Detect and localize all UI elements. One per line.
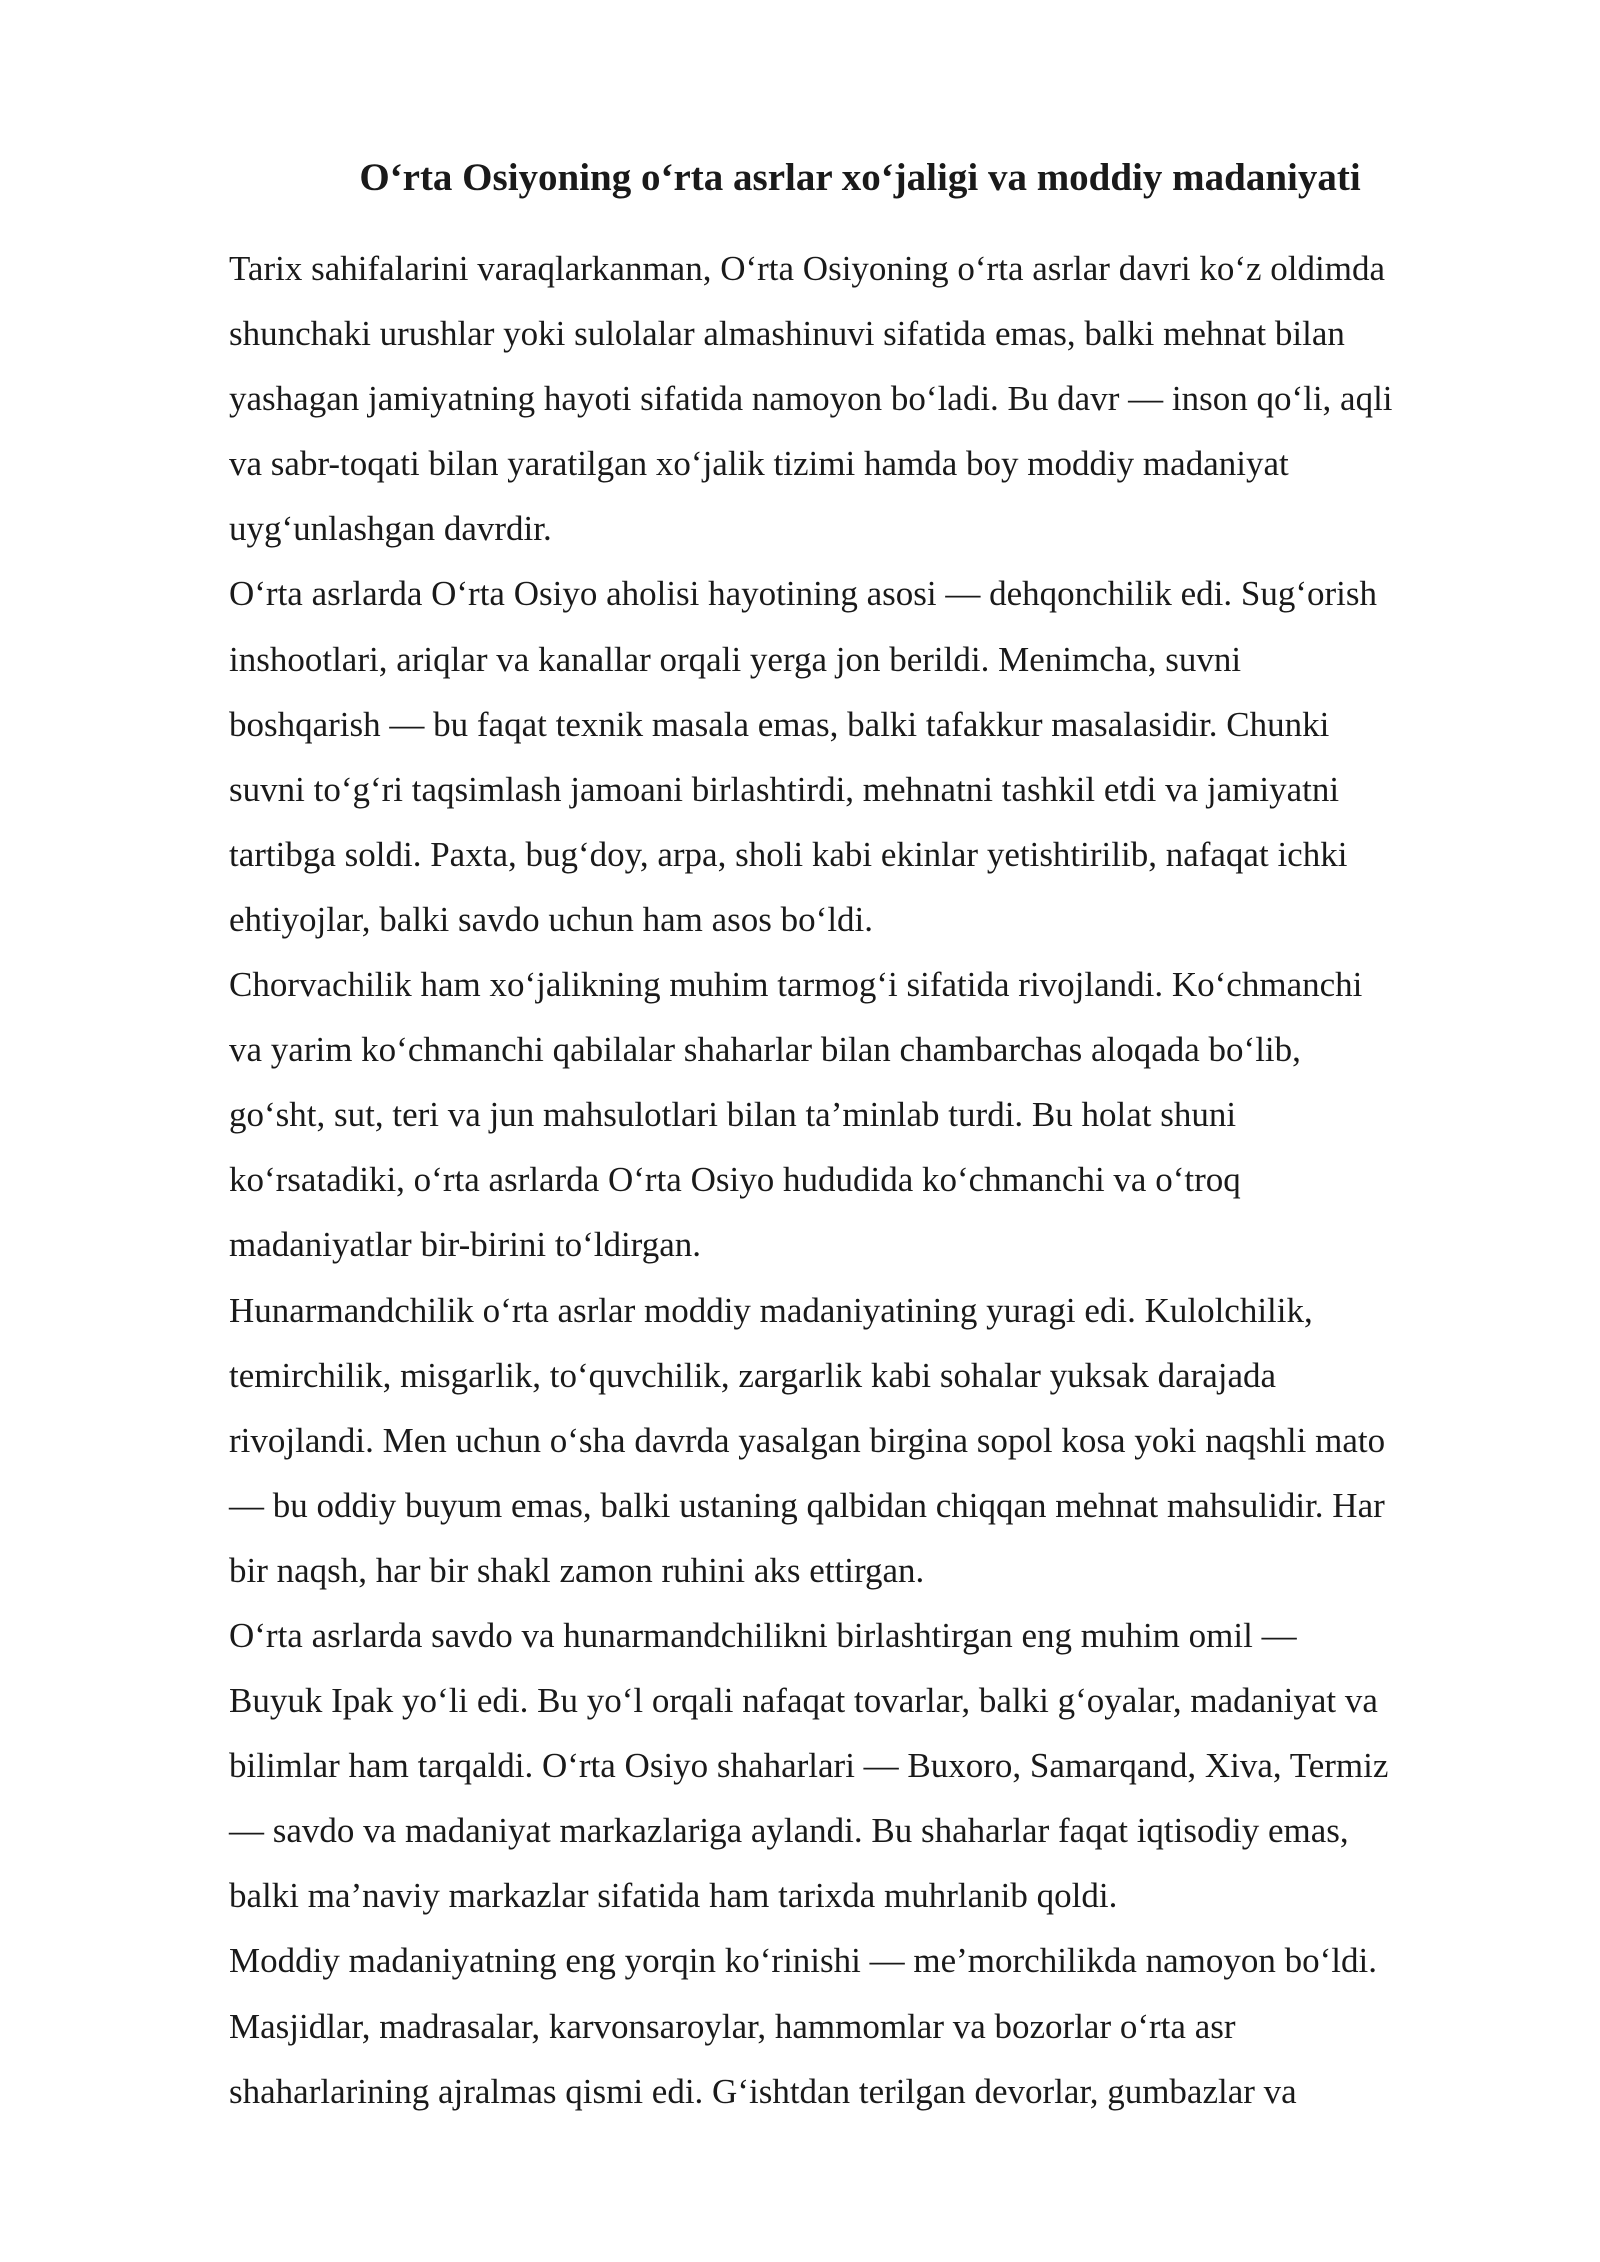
- text-line: madaniyatlar bir-birini to‘ldirgan.: [229, 1225, 701, 1265]
- text-line: inshootlari, ariqlar va kanallar orqali yerga jon berildi. Menimcha, suvni: [229, 639, 1242, 679]
- text-line: yashagan jamiyatning hayoti sifatida namoyon bo‘ladi. Bu davr — inson qo‘li, aqli: [229, 379, 1393, 419]
- text-line: go‘sht, sut, teri va jun mahsulotlari bilan ta’minlab turdi. Bu holat shuni: [229, 1095, 1237, 1135]
- text-line: Masjidlar, madrasalar, karvonsaroylar, hammomlar va bozorlar o‘rta asr: [229, 2006, 1236, 2046]
- text-line: shunchaki urushlar yoki sulolalar almashinuvi sifatida emas, balki mehnat bilan: [229, 314, 1345, 354]
- text-line: — bu oddiy buyum emas, balki ustaning qalbidan chiqqan mehnat mahsulidir. Har: [229, 1485, 1385, 1525]
- text-line: ehtiyojlar, balki savdo uchun ham asos bo‘ldi.: [229, 899, 874, 939]
- text-line: va sabr-toqati bilan yaratilgan xo‘jalik tizimi hamda boy moddiy madaniyat: [229, 444, 1289, 484]
- text-line: Chorvachilik ham xo‘jalikning muhim tarmog‘i sifatida rivojlandi. Ko‘chmanchi: [229, 965, 1363, 1005]
- text-line: shaharlarining ajralmas qismi edi. G‘ishtdan terilgan devorlar, gumbazlar va: [229, 2071, 1297, 2111]
- text-line: Tarix sahifalarini varaqlarkanman, O‘rta Osiyoning o‘rta asrlar davri ko‘z oldimda: [229, 249, 1386, 288]
- text-line: — savdo va madaniyat markazlariga aylandi. Bu shaharlar faqat iqtisodiy emas,: [229, 1811, 1349, 1851]
- text-line: rivojlandi. Men uchun o‘sha davrda yasalgan birgina sopol kosa yoki naqshli mato: [229, 1420, 1386, 1460]
- text-line: O‘rta asrlarda savdo va hunarmandchilikni birlashtirgan eng muhim omil —: [229, 1615, 1297, 1655]
- text-line: Buyuk Ipak yo‘li edi. Bu yo‘l orqali nafaqat tovarlar, balki g‘oyalar, madaniyat va: [229, 1681, 1378, 1721]
- text-line: O‘rta asrlarda O‘rta Osiyo aholisi hayotining asosi — dehqonchilik edi. Sug‘orish: [229, 574, 1377, 614]
- text-line: ko‘rsatadiki, o‘rta asrlarda O‘rta Osiyo hududida ko‘chmanchi va o‘troq: [229, 1160, 1241, 1200]
- text-line: Moddiy madaniyatning eng yorqin ko‘rinishi — me’morchilikda namoyon bo‘ldi.: [229, 1941, 1378, 1981]
- text-line: Hunarmandchilik o‘rta asrlar moddiy madaniyatining yuragi edi. Kulolchilik,: [229, 1290, 1313, 1330]
- document-body: [229, 236, 1491, 2124]
- text-line: va yarim ko‘chmanchi qabilalar shaharlar bilan chambarchas aloqada bo‘lib,: [229, 1030, 1301, 1070]
- text-line: boshqarish — bu faqat texnik masala emas, balki tafakkur masalasidir. Chunki: [229, 704, 1330, 744]
- text-line: balki ma’naviy markazlar sifatida ham tarixda muhrlanib qoldi.: [229, 1876, 1118, 1916]
- text-line: uyg‘unlashgan davrdir.: [229, 509, 552, 549]
- text-line: suvni to‘g‘ri taqsimlash jamoani birlashtirdi, mehnatni tashkil etdi va jamiyatni: [229, 769, 1340, 809]
- text-line: temirchilik, misgarlik, to‘quvchilik, zargarlik kabi sohalar yuksak darajada: [229, 1355, 1277, 1395]
- text-line: bir naqsh, har bir shakl zamon ruhini aks ettirgan.: [229, 1550, 925, 1590]
- text-line: bilimlar ham tarqaldi. O‘rta Osiyo shaharlari — Buxoro, Samarqand, Xiva, Termiz: [229, 1746, 1389, 1786]
- document-title: O‘rta Osiyoning o‘rta asrlar xo‘jaligi va moddiy madaniyati: [359, 156, 1361, 199]
- text-line: tartibga soldi. Paxta, bug‘doy, arpa, sholi kabi ekinlar yetishtirilib, nafaqat ichki: [229, 834, 1348, 874]
